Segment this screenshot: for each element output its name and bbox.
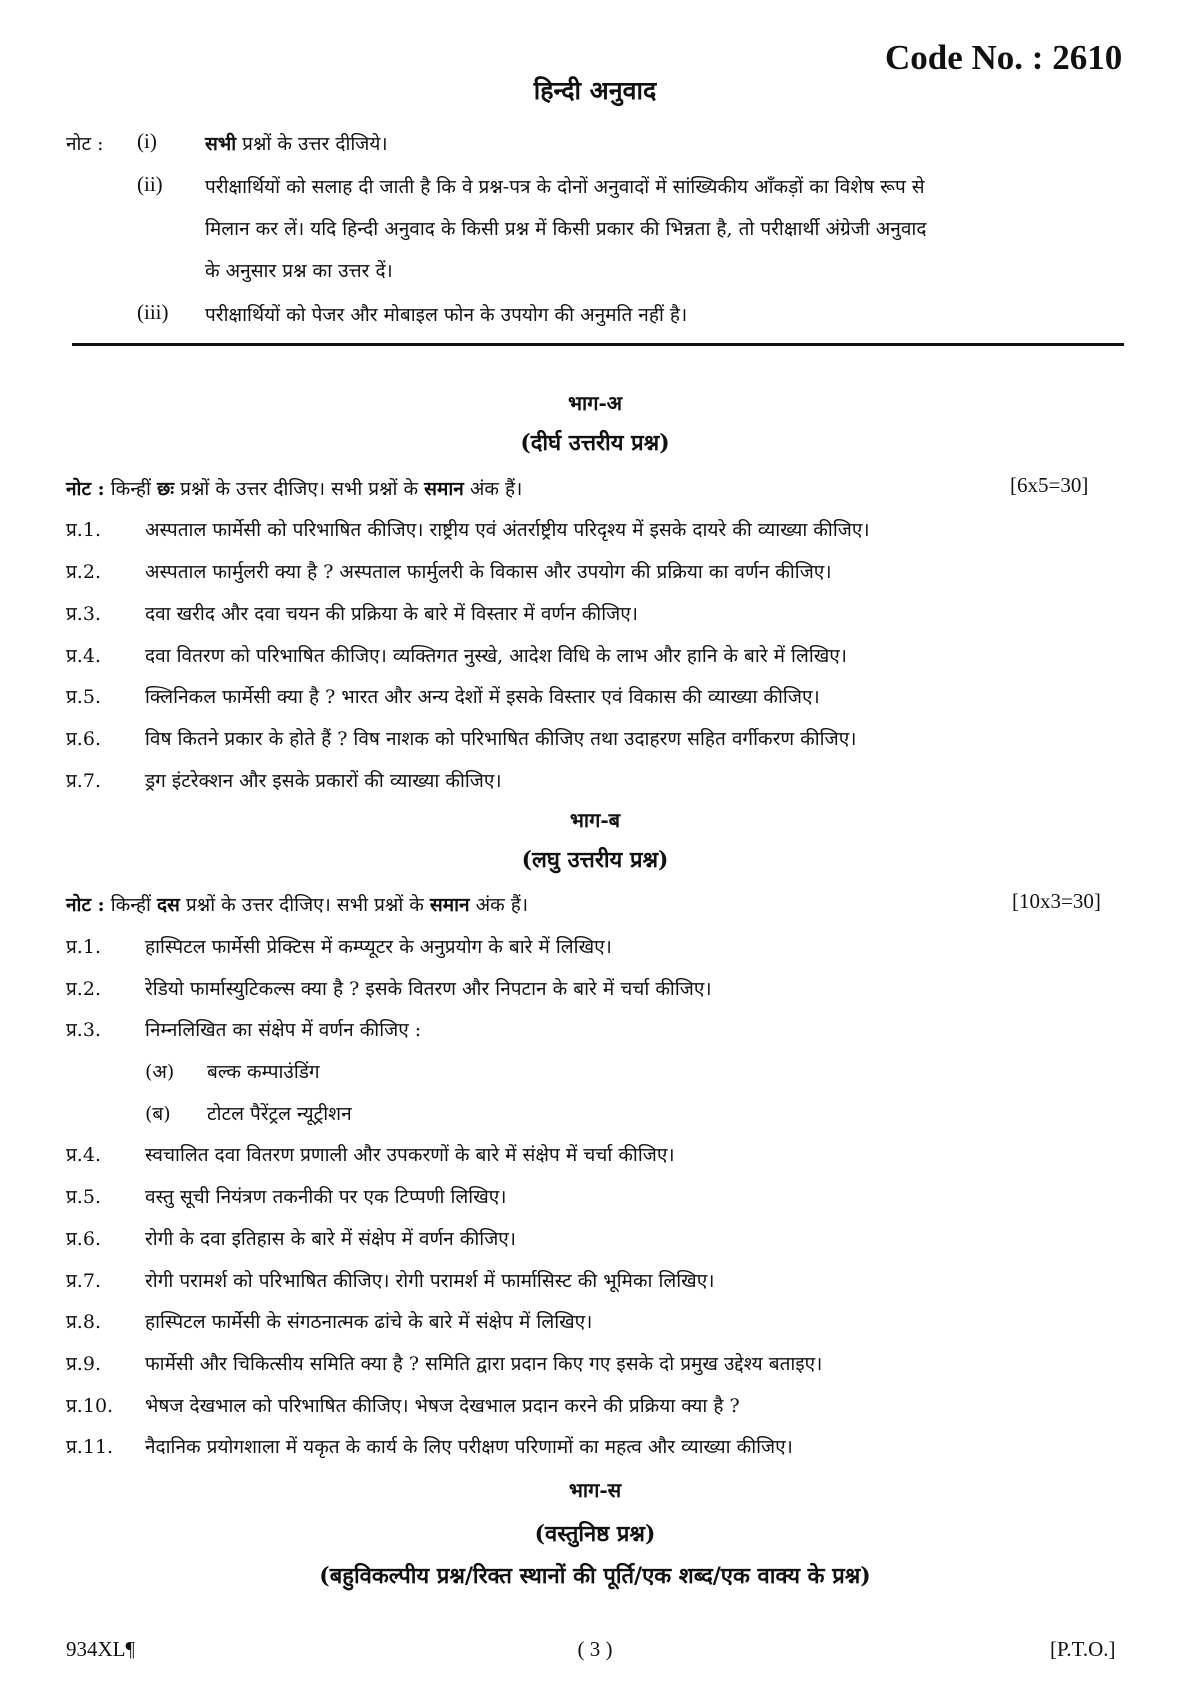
note-item-num: (iii) [137,300,169,324]
sub-question-text: बल्क कम्पाउंडिंग [207,1061,320,1083]
question-num: प्र.7. [66,770,101,792]
note-text: किन्हीं [104,478,157,500]
page-number: ( 3 ) [577,1637,613,1661]
question-num: प्र.8. [66,1311,101,1333]
note-item-line: मिलान कर लें। यदि हिन्दी अनुवाद के किसी प्रश्न में किसी प्रकार की भिन्नता है, तो परीक्षार्थी अंग्रेजी अनुवाद [205,218,927,240]
section-a-marks: [6x5=30] [1010,473,1089,497]
question-num: प्र.5. [66,686,101,708]
question-num: प्र.2. [66,561,101,583]
section-b-note-label: नोट : [66,894,105,916]
section-a-note [66,475,522,501]
note-item-num: (i) [137,129,157,153]
section-b-subheading: (लघु उत्तरीय प्रश्न) [521,847,669,873]
question-text: ड्रग इंटरेक्शन और इसके प्रकारों की व्याख्या कीजिए। [145,770,502,792]
section-a-subheading: (दीर्घ उत्तरीय प्रश्न) [520,430,670,456]
page-title: हिन्दी अनुवाद [533,76,657,105]
question-text: भेषज देखभाल को परिभाषित कीजिए। भेषज देखभाल प्रदान करने की प्रक्रिया क्या है ? [145,1395,740,1417]
question-num: प्र.5. [66,1186,101,1208]
question-num: प्र.4. [66,645,101,667]
note-text: किन्हीं [104,894,157,916]
note-bold: समान [429,894,470,916]
question-text: नैदानिक प्रयोगशाला में यकृत के कार्य के लिए परीक्षण परिणामों का महत्व और व्याख्या कीजिए। [145,1436,793,1458]
note-text: अंक हैं। [469,894,529,916]
pto-label: [P.T.O.] [1050,1637,1116,1661]
section-b-note [66,891,528,917]
note-item-line: के अनुसार प्रश्न का उत्तर दें। [205,260,393,282]
note-text: अंक हैं। [463,478,523,500]
question-num: प्र.4. [66,1144,101,1166]
question-num: प्र.11. [66,1436,114,1458]
note-text: प्रश्नों के उत्तर दीजिए। सभी प्रश्नों के [179,894,430,916]
question-text: दवा वितरण को परिभाषित कीजिए। व्यक्तिगत नुस्खे, आदेश विधि के लाभ और हानि के बारे में लिखिए। [145,645,848,667]
note-bold-word: सभी [205,133,237,155]
note-bold: छः [156,478,175,500]
question-text: रोगी परामर्श को परिभाषित कीजिए। रोगी परामर्श में फार्मासिस्ट की भूमिका लिखिए। [145,1270,715,1292]
question-num: प्र.9. [66,1353,101,1375]
section-b-heading: भाग-ब [569,808,621,832]
section-b-marks: [10x3=30] [1012,889,1101,913]
question-num: प्र.1. [66,519,101,541]
sub-question-num: (ब) [145,1103,171,1125]
note-item-text [205,130,388,156]
question-text: वस्तु सूची नियंत्रण तकनीकी पर एक टिप्पणी लिखिए। [145,1186,507,1208]
code-number: Code No. : 2610 [885,38,1123,77]
note-bold: समान [424,478,464,500]
question-text: फार्मेसी और चिकित्सीय समिति क्या है ? समिति द्वारा प्रदान किए गए इसके दो प्रमुख उद्देश्य बताइए। [145,1353,823,1375]
note-item-line: परीक्षार्थियों को सलाह दी जाती है कि वे प्रश्न-पत्र के दोनों अनुवादों में सांख्यिकीय आँकड़ों का विशेष रूप से [205,176,925,198]
note-bold: दस [156,894,180,916]
section-c-heading: भाग-स [568,1478,622,1502]
question-text: अस्पताल फार्मेसी को परिभाषित कीजिए। राष्ट्रीय एवं अंतर्राष्ट्रीय परिदृश्य में इसके दायरे की व्याख्या कीजिए। [145,519,870,541]
note-item-rest: प्रश्नों के उत्तर दीजिये। [236,133,388,155]
question-num: प्र.6. [66,1228,101,1250]
question-text: निम्नलिखित का संक्षेप में वर्णन कीजिए : [145,1019,422,1041]
question-text: स्वचालित दवा वितरण प्रणाली और उपकरणों के बारे में संक्षेप में चर्चा कीजिए। [145,1144,675,1166]
question-text: क्लिनिकल फार्मेसी क्या है ? भारत और अन्य देशों में इसके विस्तार एवं विकास की व्याख्या कीजिए। [145,686,820,708]
section-a-heading: भाग-अ [567,391,623,415]
footer-code: 934XL¶ [66,1637,136,1661]
question-num: प्र.7. [66,1270,101,1292]
question-text: रेडियो फार्मास्युटिकल्स क्या है ? इसके वितरण और निपटान के बारे में चर्चा कीजिए। [145,978,712,1000]
question-text: हास्पिटल फार्मेसी के संगठनात्मक ढांचे के बारे में संक्षेप में लिखिए। [145,1311,593,1333]
question-num: प्र.10. [66,1395,114,1417]
note-label: नोट : [66,133,104,155]
question-num: प्र.3. [66,603,101,625]
question-text: रोगी के दवा इतिहास के बारे में संक्षेप में वर्णन कीजिए। [145,1228,517,1250]
question-text: दवा खरीद और दवा चयन की प्रक्रिया के बारे में विस्तार में वर्णन कीजिए। [145,603,638,625]
section-c-subheading: (वस्तुनिष्ठ प्रश्न) [534,1521,656,1547]
question-num: प्र.2. [66,978,101,1000]
section-c-subheading-2: (बहुविकल्पीय प्रश्न/रिक्त स्थानों की पूर्ति/एक शब्द/एक वाक्य के प्रश्न) [319,1563,871,1589]
question-num: प्र.1. [66,936,101,958]
note-item-num: (ii) [137,172,163,196]
divider [72,343,1124,346]
question-num: प्र.3. [66,1019,101,1041]
section-a-note-label: नोट : [66,478,105,500]
question-text: विष कितने प्रकार के होते हैं ? विष नाशक को परिभाषित कीजिए तथा उदाहरण सहित वर्गीकरण कीजिए। [145,728,857,750]
note-text: प्रश्नों के उत्तर दीजिए। सभी प्रश्नों के [174,478,425,500]
sub-question-text: टोटल पैरेंट्रल न्यूट्रीशन [207,1103,352,1125]
question-num: प्र.6. [66,728,101,750]
question-text: अस्पताल फार्मुलरी क्या है ? अस्पताल फार्मुलरी के विकास और उपयोग की प्रक्रिया का वर्णन कीजिए। [145,561,832,583]
question-text: हास्पिटल फार्मेसी प्रेक्टिस में कम्प्यूटर के अनुप्रयोग के बारे में लिखिए। [145,936,612,958]
note-item-text: परीक्षार्थियों को पेजर और मोबाइल फोन के उपयोग की अनुमति नहीं है। [205,304,688,326]
sub-question-num: (अ) [145,1061,175,1083]
